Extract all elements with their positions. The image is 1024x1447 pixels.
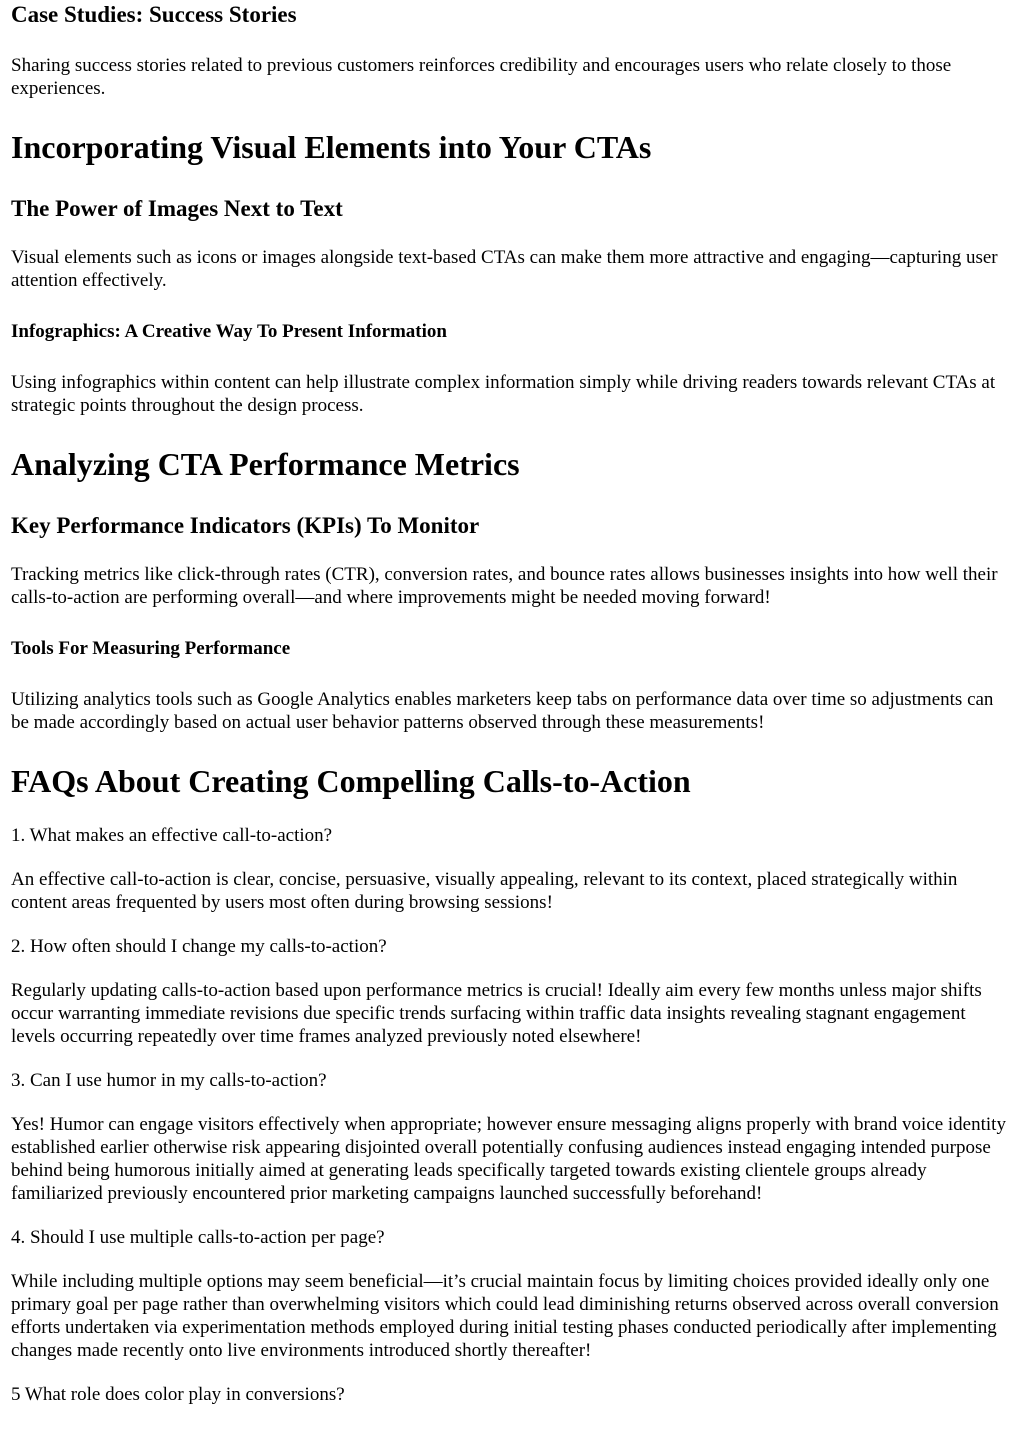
kpis-paragraph: Tracking metrics like click-through rates (CTR), conversion rates, and bounce rates allows businesses insights into how well their calls-to-action are performing overall—and where improvements might be needed moving forward! <box>11 564 998 608</box>
case-studies-paragraph: Sharing success stories related to previous customers reinforces credibility and encourages users who relate closely to those experiences. <box>11 55 952 99</box>
faq-question: 4. Should I use multiple calls-to-action per page? <box>11 1227 385 1248</box>
faq-answer: An effective call-to-action is clear, concise, persuasive, visually appealing, relevant to its context, placed strategically within content areas frequented by users most often during browsing sessions! <box>11 869 958 913</box>
article-body <box>0 1 1024 1406</box>
faq-question: 5 What role does color play in conversions? <box>11 1384 345 1405</box>
tools-paragraph: Utilizing analytics tools such as Google Analytics enables marketers keep tabs on performance data over time so adjustments can be made accordingly based on actual user behavior patterns observed through these measurements! <box>11 689 994 733</box>
images-paragraph: Visual elements such as icons or images alongside text-based CTAs can make them more attractive and engaging—capturing user attention effectively. <box>11 247 998 291</box>
faqs-heading: FAQs About Creating Compelling Calls-to-Action <box>11 763 691 799</box>
faq-question: 3. Can I use humor in my calls-to-action? <box>11 1070 327 1091</box>
metrics-heading: Analyzing CTA Performance Metrics <box>11 446 520 482</box>
case-studies-heading: Case Studies: Success Stories <box>11 2 297 27</box>
images-subheading: The Power of Images Next to Text <box>11 196 343 221</box>
infographics-subheading: Infographics: A Creative Way To Present Information <box>11 321 447 342</box>
tools-subheading: Tools For Measuring Performance <box>11 638 291 659</box>
faq-question: 2. How often should I change my calls-to-action? <box>11 936 387 957</box>
visual-elements-heading: Incorporating Visual Elements into Your CTAs <box>11 129 652 165</box>
infographics-paragraph: Using infographics within content can help illustrate complex information simply while driving readers towards relevant CTAs at strategic points throughout the design process. <box>11 372 996 416</box>
faq-answer: While including multiple options may seem beneficial—it’s crucial maintain focus by limiting choices provided ideally only one primary goal per page rather than overwhelming visitors which could lead diminishing returns observed across overall conversion efforts undertaken via experimentation methods employed during initial testing phases conducted periodically after implementing changes made recently onto live environments introduced shortly thereafter! <box>11 1271 999 1361</box>
faq-answer: Regularly updating calls-to-action based upon performance metrics is crucial! Ideally aim every few months unless major shifts occur warranting immediate revisions due specific trends surfacing within traffic data insights revealing stagnant engagement levels occurring repeatedly over time frames analyzed previously noted elsewhere! <box>11 980 982 1047</box>
faq-question: 1. What makes an effective call-to-action? <box>11 825 333 846</box>
kpis-subheading: Key Performance Indicators (KPIs) To Monitor <box>11 513 480 538</box>
faq-answer: Yes! Humor can engage visitors effectively when appropriate; however ensure messaging aligns properly with brand voice identity established earlier otherwise risk appearing disjointed overall potentially confusing audiences instead engaging intended purpose behind being humorous initially aimed at generating leads specifically targeted towards existing clientele groups already familiarized previously encountered prior marketing campaigns launched successfully beforehand! <box>11 1114 1006 1204</box>
